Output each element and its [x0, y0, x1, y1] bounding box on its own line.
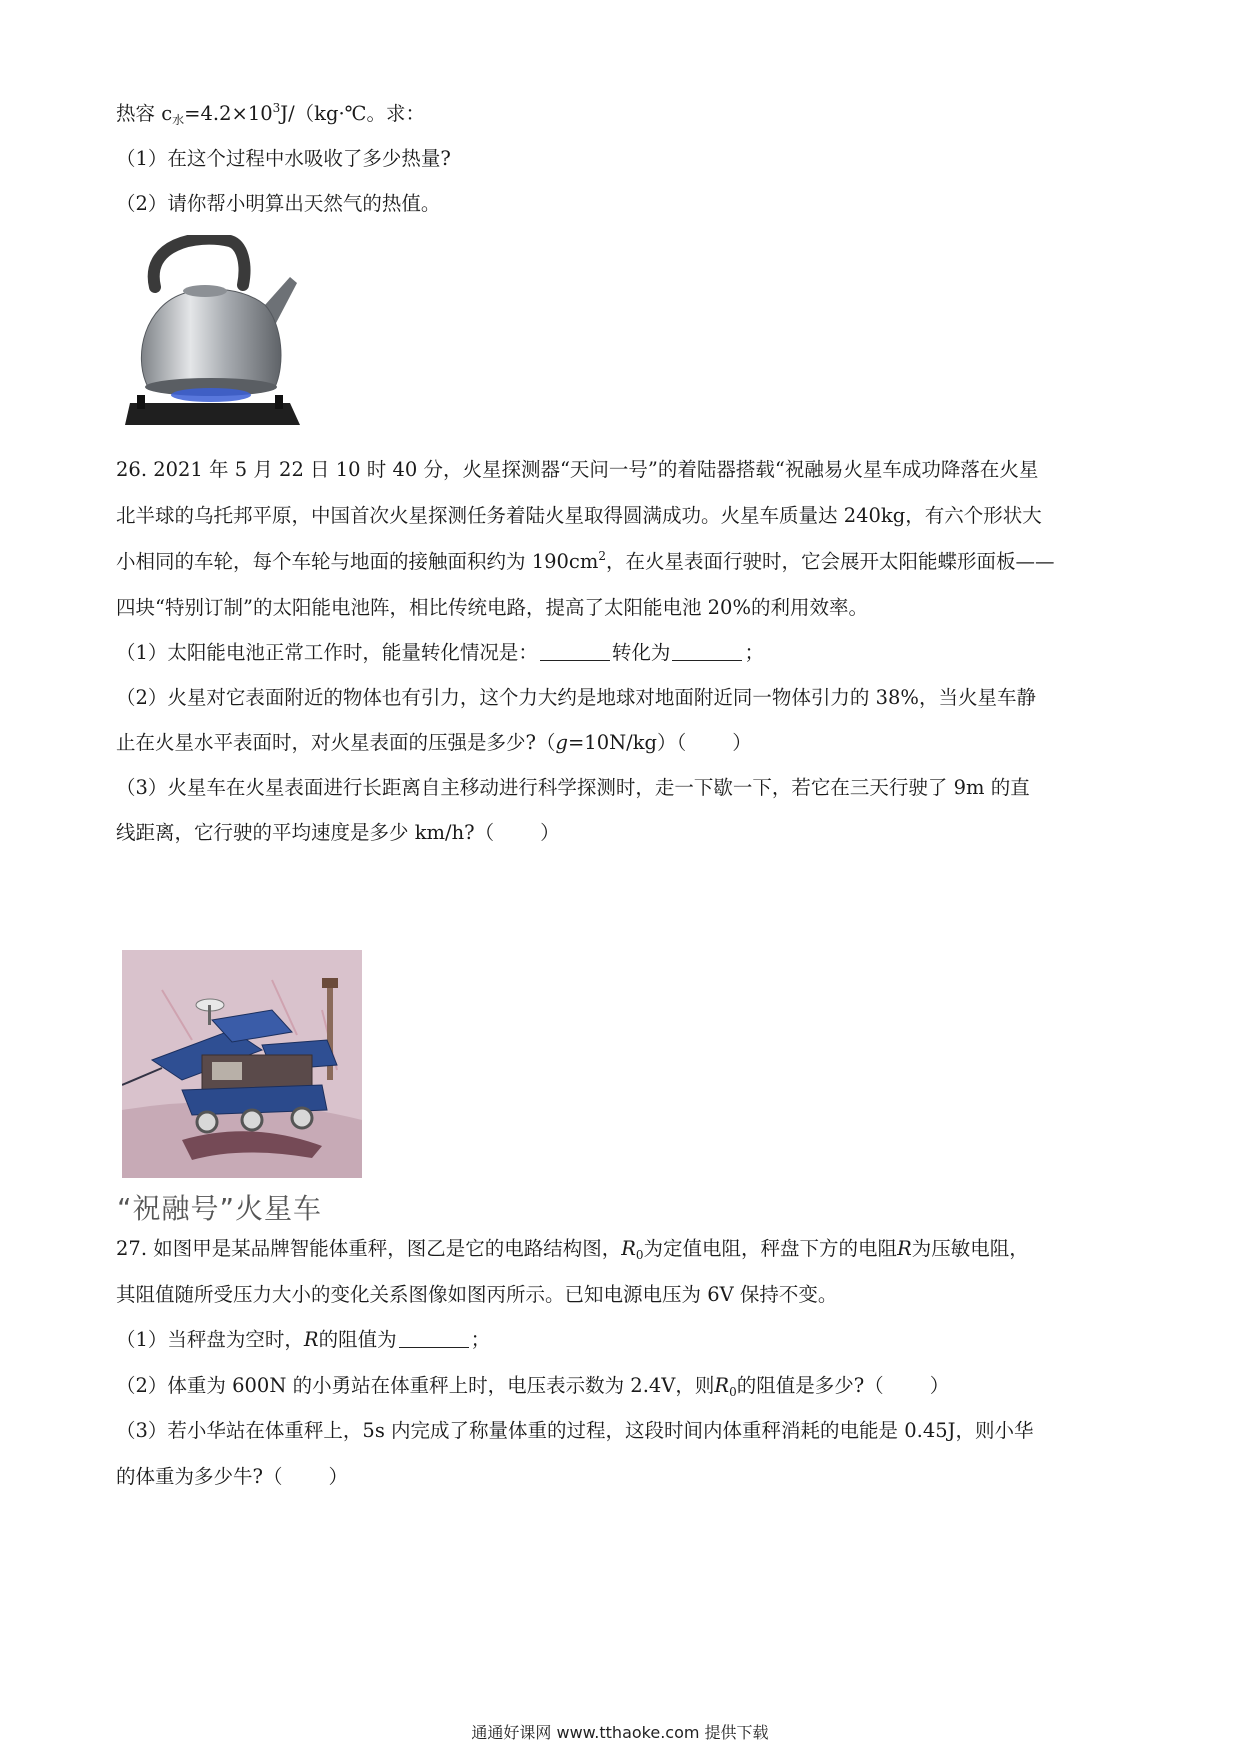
text: （1）太阳能电池正常工作时，能量转化情况是： — [116, 641, 538, 664]
text: 的体重为多少牛?（ — [116, 1465, 283, 1488]
q26-line2: 北半球的乌托邦平原，中国首次火星探测任务着陆火星取得圆满成功。火星车质量达 240kg，有六个形状大 — [116, 504, 1042, 527]
q26-line3 — [116, 548, 1126, 576]
q27-line1 — [116, 1235, 1126, 1269]
symbol-R: R — [621, 1237, 636, 1260]
mars-rover-figure — [122, 950, 362, 1178]
q25-sub2: （2）请你帮小明算出天然气的热值。 — [116, 192, 441, 215]
q26-line4: 四块“特别订制”的太阳能电池阵，相比传统电路，提高了太阳能电池 20%的利用效率。 — [116, 596, 868, 619]
symbol-R: R — [714, 1374, 730, 1397]
text: 热容 c — [116, 102, 173, 125]
text: 为压敏电阻， — [911, 1237, 1029, 1260]
q27-line2: 其阻值随所受压力大小的变化关系图像如图丙所示。已知电源电压为 6V 保持不变。 — [116, 1283, 838, 1306]
text: 27. 如图甲是某品牌智能体重秤，图乙是它的电路结构图， — [116, 1237, 622, 1260]
text: ，在火星表面行驶时，它会展开太阳能蝶形面板—— — [605, 550, 1055, 573]
figure-caption: “祝融号”火星车 — [117, 1192, 323, 1225]
q26-sub2-line1: （2）火星对它表面附近的物体也有引力，这个力大约是地球对地面附近同一物体引力的 38%，当火星车静 — [116, 686, 1036, 709]
text: 的阻值是多少?（ — [736, 1374, 884, 1397]
symbol-R: R — [303, 1328, 319, 1351]
answer-blank[interactable] — [540, 642, 610, 661]
text: （1）当秤盘为空时， — [116, 1328, 304, 1351]
q26-sub1 — [116, 639, 764, 667]
q26-sub3-line1: （3）火星车在火星表面进行长距离自主移动进行科学探测时，走一下歇一下，若它在三天行驶了 9m 的直 — [116, 776, 1030, 799]
subscript: 水 — [172, 113, 185, 127]
text: ） — [328, 1465, 348, 1488]
text: 线距离，它行驶的平均速度是多少 km/h?（ — [116, 821, 495, 844]
answer-blank[interactable] — [399, 1329, 469, 1348]
q26-sub3-line2 — [116, 819, 560, 847]
subscript: 0 — [729, 1385, 737, 1399]
q26-line1: 26. 2021 年 5 月 22 日 10 时 40 分，火星探测器“天问一号”的着陆器搭载“祝融易火星车成功降落在火星 — [116, 458, 1039, 481]
page-footer: 通通好课网 www.tthaoke.com 提供下载 — [471, 1723, 769, 1742]
text: 为定值电阻，秤盘下方的电阻 — [643, 1237, 898, 1260]
text: ； — [744, 641, 764, 664]
q27-sub1 — [116, 1326, 490, 1354]
text: J/（kg·℃。求： — [280, 102, 425, 125]
symbol-g: g — [555, 731, 568, 754]
superscript: 2 — [598, 549, 606, 563]
superscript: 3 — [272, 101, 281, 115]
text: ） — [732, 731, 752, 754]
text: 的阻值为 — [318, 1328, 397, 1351]
text: =4.2×10 — [184, 102, 273, 125]
answer-blank[interactable] — [672, 642, 742, 661]
q27-sub3-line1: （3）若小华站在体重秤上，5s 内完成了称量体重的过程，这段时间内体重秤消耗的电能是 0.45J，则小华 — [116, 1419, 1034, 1442]
text: ） — [929, 1374, 950, 1397]
q25-line-specific-heat — [116, 100, 425, 134]
symbol-R: R — [897, 1237, 912, 1260]
text: 小相同的车轮，每个车轮与地面的接触面积约为 190cm — [116, 550, 599, 573]
text: （2）体重为 600N 的小勇站在体重秤上时，电压表示数为 2.4V，则 — [116, 1374, 715, 1397]
kettle-figure — [125, 235, 305, 435]
text: ； — [470, 1328, 491, 1351]
text: =10N/kg）（ — [567, 731, 687, 754]
text: ） — [540, 821, 560, 844]
q25-sub1: （1）在这个过程中水吸收了多少热量? — [116, 147, 451, 170]
text: 转化为 — [611, 641, 671, 664]
subscript: 0 — [635, 1248, 644, 1262]
q27-sub2 — [116, 1372, 949, 1406]
q26-sub2-line2 — [116, 729, 752, 757]
q27-sub3-line2 — [116, 1463, 348, 1491]
text: 止在火星水平表面时，对火星表面的压强是多少?（ — [116, 731, 556, 754]
